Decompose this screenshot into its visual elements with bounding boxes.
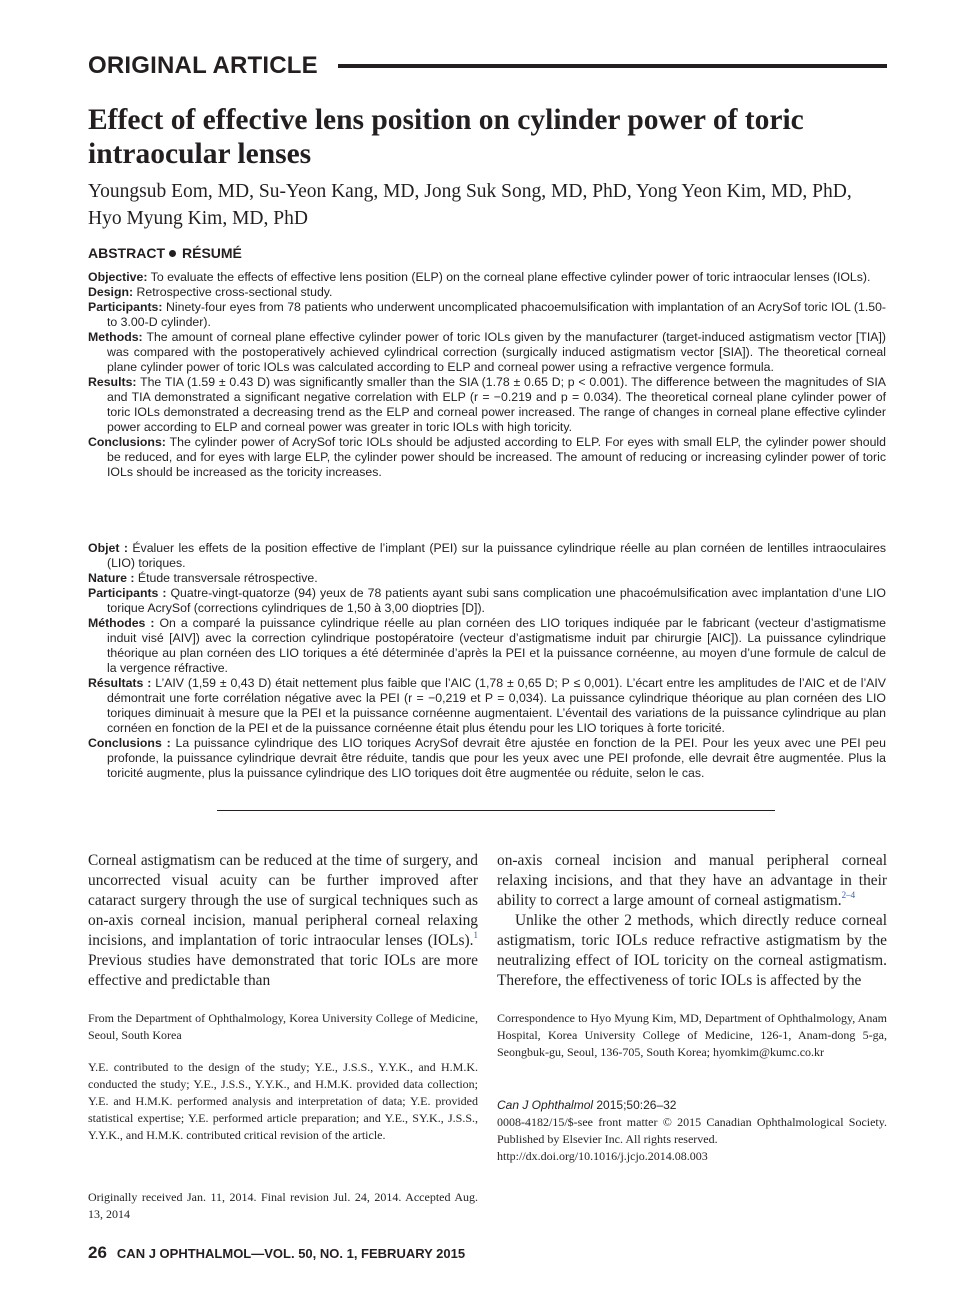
body-text: Previous studies have demonstrated that toric IOLs are more effective and predictable than: [88, 952, 478, 989]
reference-link[interactable]: 2–4: [841, 890, 856, 900]
abstract-item-text: L’AIV (1,59 ± 0,43 D) était nettement plus faible que l’AIC (1,78 ± 0,65 D; P ≤ 0,001). L’écart entre les amplitudes de l’AIC et de l’AIV démontrait une forte corrélation négative avec la PEI (r = −0,219 et P = 0,034). La puissance cylindrique théorique au plan cornéen des LIO toriques diminuait à mesure que la PEI et la puissance cornéenne augmentaient. L’éventail des variations de la puissance cylindrique au plan cornéen en fonction de la PEI et de la puissance cornéenne était plus étendu pour les LIO toriques à forte toricité.: [107, 676, 886, 735]
abstract-item-text: To evaluate the effects of effective lens position (ELP) on the corneal plane effective cylinder power of toric intraocular lenses (IOLs).: [150, 270, 871, 284]
body-paragraph: [88, 851, 478, 991]
abstract-item-label: Résultats :: [88, 676, 152, 690]
abstract-item-text: The amount of corneal plane effective cylinder power of toric IOLs given by the manufacturer (target-induced astigmatism vector [TIA]) was compared with the postoperatively achieved cylindrical correction (surgically induced astigmatism vector [SIA]). The theoretical corneal plane cylinder power of toric IOLs was calculated according to ELP and corneal power using a refractive vergence formula.: [107, 330, 886, 374]
abstract-item: [88, 375, 886, 435]
abstract-item-text: On a comparé la puissance cylindrique réelle au plan cornéen des LIO toriques indiquée par le fabricant (vecteur d’astigmatisme induit visé [AIV]) avec la correction cylindrique postopératoire (vecteur d’astigmatisme induit par chirurgie [AIC]). La puissance cylindrique théorique au plan cornéen des LIO toriques a été déterminée d’après la PEI et la puissance cornéenne, au moyen d’une formule de calcul de la vergence réfractive.: [107, 616, 887, 675]
contributions-note: Y.E. contributed to the design of the study; Y.E., J.S.S., Y.Y.K., and H.M.K. conducted the study; Y.E., J.S.S., Y.Y.K., and H.M.K. provided data collection; Y.E. and H.M.K. performed analysis and interpretation of data; Y.E. provided statistical expertise; Y.E. performed article preparation; and Y.E., SY.K., J.S.S., Y.Y.K., and H.M.K. contributed critical revision of the article.: [88, 1060, 478, 1142]
page-number: 26: [88, 1243, 107, 1262]
bullet-icon: [169, 250, 176, 257]
abstract-item: [88, 285, 886, 300]
abstract-item-text: Retrospective cross-sectional study.: [136, 285, 333, 299]
abstract-item-label: Méthodes :: [88, 616, 155, 630]
abstract-item-label: Objective:: [88, 270, 148, 284]
abstract-item: [88, 541, 886, 571]
affiliation-note: From the Department of Ophthalmology, Korea University College of Medicine, Seoul, South Korea: [88, 1011, 478, 1042]
abstract-item-text: Quatre-vingt-quatorze (94) yeux de 78 patients ayant subi sans complication une phacoémulsification avec implantation d’une LIO torique AcrySof (corrections cylindriques de 1,50 à 3,00 dioptries [D]).: [107, 586, 886, 615]
abstract-item-text: Ninety-four eyes from 78 patients who underwent uncomplicated phacoemulsification with implantation of an AcrySof toric IOL (1.50- to 3.00-D cylinder).: [107, 300, 887, 329]
abstract-item-label: Conclusions:: [88, 435, 166, 449]
article-header: [88, 52, 888, 82]
abstract-item: [88, 736, 886, 781]
abstract-item-label: Methods:: [88, 330, 143, 344]
abstract-item-text: Étude transversale rétrospective.: [137, 571, 318, 585]
body-text: Corneal astigmatism can be reduced at the time of surgery, and uncorrected visual acuity can be further improved after cataract surgery through the use of surgical techniques such as on-axis corneal incision, manual peripheral corneal relaxing incisions, and implantation of toric intraocular lenses (IOLs).: [88, 852, 478, 949]
abstract-item: [88, 571, 886, 586]
journal-citation: 2015;50:26–32: [593, 1098, 677, 1112]
abstract-french: [88, 541, 886, 781]
abstract-item-label: Conclusions :: [88, 736, 171, 750]
abstract-label: ABSTRACT: [88, 245, 165, 261]
correspondence-note: Correspondence to Hyo Myung Kim, MD, Department of Ophthalmology, Anam Hospital, Korea University College of Medicine, 126-1, Anam-dong 5-ga, Seongbuk-gu, Seoul, 136-705, South Korea; hyomkim@kumc.co.kr: [497, 1011, 887, 1059]
abstract-item: [88, 586, 886, 616]
journal-info: [497, 1097, 887, 1165]
abstract-item-label: Objet :: [88, 541, 128, 555]
abstract-item-text: Évaluer les effets de la position effective de l’implant (PEI) sur la puissance cylindrique réelle au plan cornéen de lentilles intraoculaires (LIO) toriques.: [107, 541, 886, 570]
resume-label: RÉSUMÉ: [182, 245, 242, 261]
section-divider: [217, 810, 775, 811]
page-footer: [88, 1243, 465, 1263]
abstract-item: [88, 676, 886, 736]
abstract-item-label: Design:: [88, 285, 134, 299]
abstract-item-label: Participants:: [88, 300, 163, 314]
author-list: Youngsub Eom, MD, Su-Yeon Kang, MD, Jong Suk Song, MD, PhD, Yong Yeon Kim, MD, PhD, Hyo Myung Kim, MD, PhD: [88, 181, 852, 229]
header-rule: [338, 64, 887, 68]
abstract-item-label: Nature :: [88, 571, 135, 585]
article-title: Effect of effective lens position on cylinder power of toric intraocular lenses: [88, 104, 804, 170]
abstract-item-label: Results:: [88, 375, 137, 389]
abstract-item: [88, 270, 886, 285]
body-text: on-axis corneal incision and manual peripheral corneal relaxing incisions, and that they have an advantage in their ability to correct a large amount of corneal astigmatism.: [497, 852, 887, 909]
body-paragraph: Unlike the other 2 methods, which directly reduce corneal astigmatism, toric IOLs reduce refractive astigmatism by the neutralizing effect of IOL toricity on the corneal astigmatism. Therefore, the effectiveness of toric IOLs is affected by the: [497, 912, 887, 989]
doi-link[interactable]: http://dx.doi.org/10.1016/j.jcjo.2014.08.003: [497, 1149, 708, 1163]
abstract-item-label: Participants :: [88, 586, 167, 600]
abstract-item-text: La puissance cylindrique des LIO toriques AcrySof devrait être ajustée en fonction de la PEI. Pour les yeux avec une PEI peu profonde, la puissance cylindrique devrait être réduite, tandis que pour les yeux avec une PEI profonde, elle devrait être augmentée. Plus la toricité augmente, plus la puissance cylindrique des LIO toriques doit être augmentée ou réduite, selon le cas.: [107, 736, 886, 780]
abstract-heading: [88, 245, 242, 261]
abstract-item: [88, 435, 886, 480]
abstract-item-text: The TIA (1.59 ± 0.43 D) was significantly smaller than the SIA (1.78 ± 0.65 D; p < 0.001). The difference between the magnitudes of SIA and TIA demonstrated a significant negative correlation with ELP (r = −0.219 and p = 0.034). The theoretical corneal plane cylinder power of toric IOLs demonstrated a decreasing trend as the ELP and corneal power increased. The range of changes in corneal plane effective cylinder power according to ELP and corneal power was greater in toric IOLs with high toricity.: [107, 375, 886, 434]
journal-title: Can J Ophthalmol: [497, 1098, 594, 1112]
citation-line: [497, 1097, 887, 1114]
abstract-item: [88, 616, 886, 676]
received-note: Originally received Jan. 11, 2014. Final revision Jul. 24, 2014. Accepted Aug. 13, 2014: [88, 1190, 478, 1221]
abstract-item: [88, 300, 886, 330]
abstract-item-text: The cylinder power of AcrySof toric IOLs should be adjusted according to ELP. For eyes with small ELP, the cylinder power should be reduced, and for eyes with large ELP, the cylinder power should be increased. The amount of reducing or increasing cylinder power of toric IOLs should be increased as the toricity increases.: [107, 435, 886, 479]
abstract-item: [88, 330, 886, 375]
reference-link[interactable]: 1: [473, 930, 478, 940]
body-column-right: [497, 851, 887, 991]
body-column-left: [88, 851, 478, 991]
copyright-note: 0008-4182/15/$-see front matter © 2015 Canadian Ophthalmological Society. Published by Elsevier Inc. All rights reserved.: [497, 1115, 887, 1146]
abstract-english: [88, 270, 886, 480]
body-paragraph: [497, 851, 887, 911]
section-label: ORIGINAL ARTICLE: [88, 52, 318, 79]
running-head: CAN J OPHTHALMOL—VOL. 50, NO. 1, FEBRUARY 2015: [116, 1246, 466, 1261]
